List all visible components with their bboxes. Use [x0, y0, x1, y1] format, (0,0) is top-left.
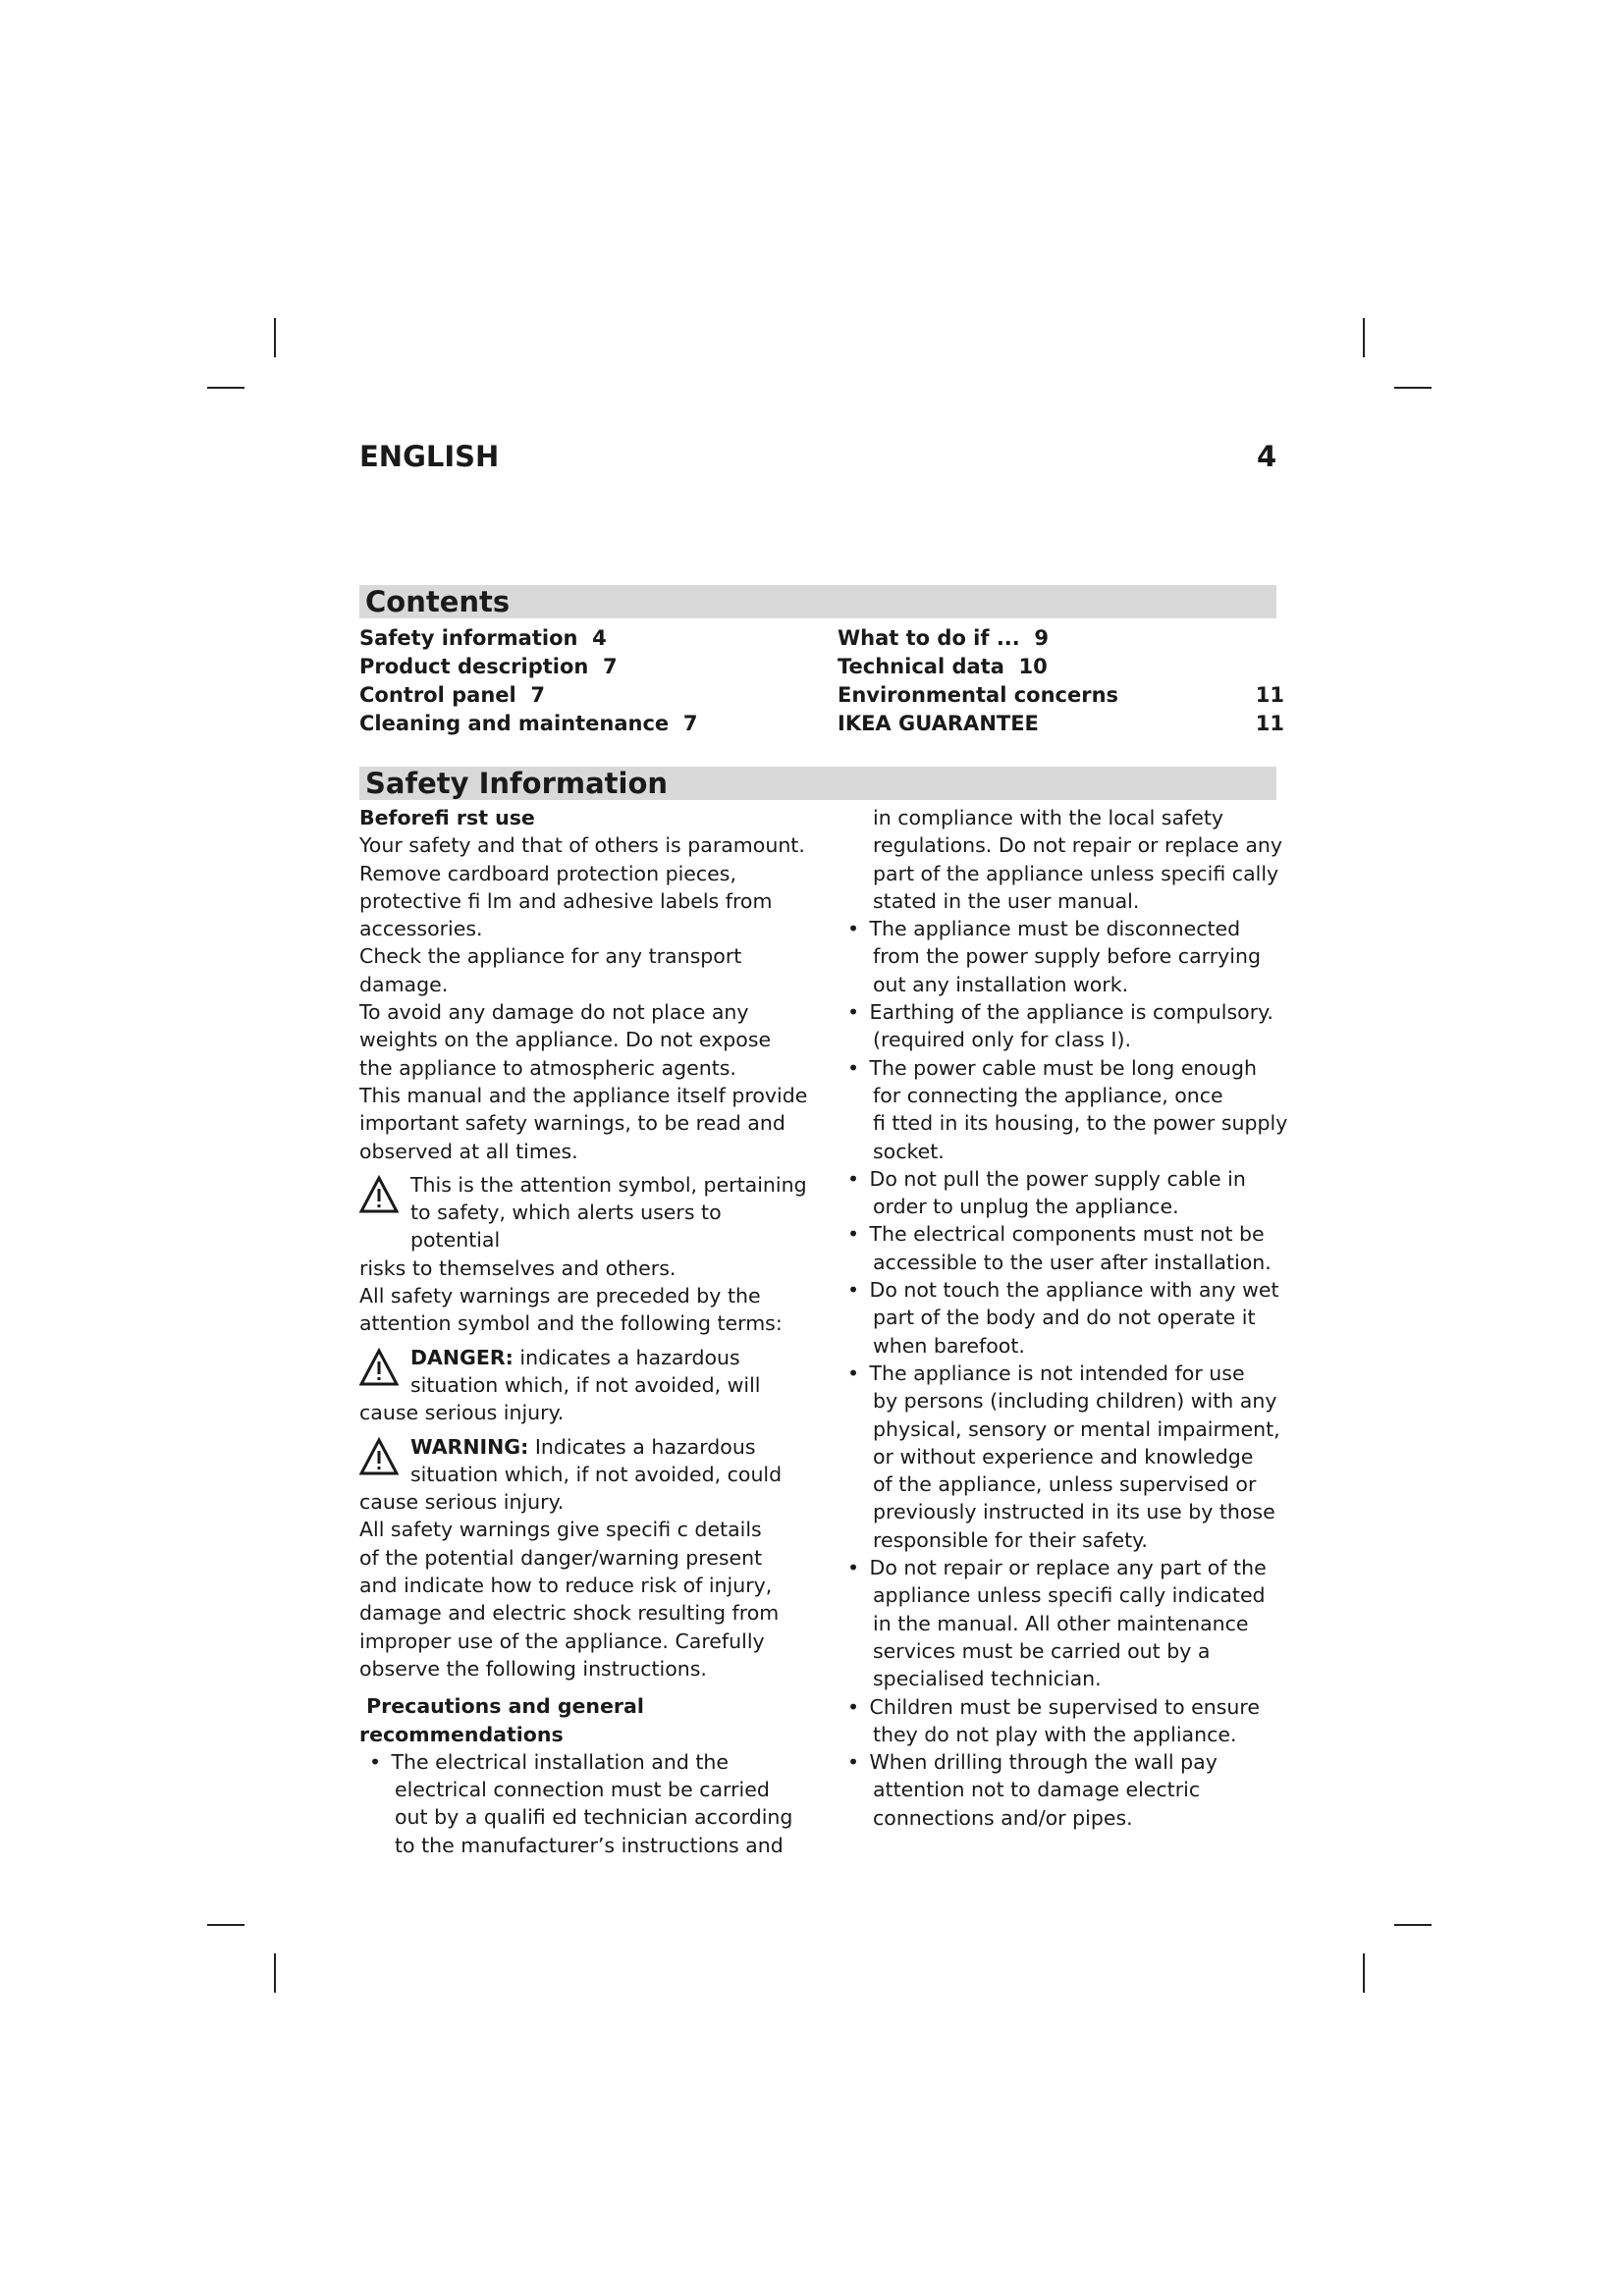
toc-item[interactable]	[359, 653, 811, 681]
left-column	[359, 804, 811, 1859]
text-line: observe the following instructions.	[359, 1656, 707, 1681]
text-line: responsible for their safety.	[873, 1527, 1148, 1552]
text-line: All safety warnings give specifi c details	[359, 1518, 762, 1542]
text-line: by persons (including children) with any	[873, 1389, 1277, 1414]
text-line: damage.	[359, 972, 449, 996]
text-line: of the potential danger/warning present	[359, 1545, 763, 1570]
text-line: socket.	[873, 1139, 945, 1163]
text-line: The electrical installation and the	[391, 1749, 730, 1774]
precautions-list	[359, 1748, 811, 1859]
text-line: cause serious injury.	[359, 1401, 565, 1425]
toc-page: 11	[1255, 683, 1284, 707]
crop-mark-bottom-left-h	[207, 1924, 244, 1926]
text-fragment: Indicates a hazardous	[528, 1434, 756, 1459]
text-line: in the manual. All other maintenance	[873, 1611, 1249, 1635]
list-item	[838, 1693, 1299, 1749]
toc-item[interactable]	[838, 624, 1284, 653]
list-item	[838, 1748, 1299, 1832]
precautions-heading-cont: recommendations	[359, 1722, 564, 1746]
crop-mark-top-right-v	[1363, 318, 1365, 357]
warning-term: WARNING:	[410, 1434, 529, 1459]
text-line: physical, sensory or mental impairment,	[873, 1416, 1280, 1441]
text-line: Children must be supervised to ensure	[869, 1694, 1261, 1719]
crop-mark-top-left-h	[207, 387, 244, 389]
text-line: protective fi lm and adhesive labels from	[359, 888, 773, 913]
list-item	[838, 1165, 1299, 1221]
text-line: previously instructed in its use by those	[873, 1500, 1275, 1524]
text-line: Check the appliance for any transport	[359, 944, 742, 969]
toc-page: 11	[1255, 712, 1284, 735]
crop-mark-bottom-right-v	[1363, 1953, 1365, 1993]
text-line: observed at all times.	[359, 1139, 578, 1163]
text-line: Remove cardboard protection pieces,	[359, 861, 736, 885]
text-line: from the power supply before carrying	[873, 944, 1261, 969]
toc-label: Technical data	[838, 655, 1004, 678]
text-line: in compliance with the local safety	[873, 806, 1224, 829]
text-line: important safety warnings, to be read and	[359, 1111, 785, 1136]
warning-triangle-icon	[359, 1348, 399, 1387]
toc-item[interactable]	[838, 653, 1284, 681]
text-line: weights on the appliance. Do not expose	[359, 1028, 772, 1052]
text-line: of the appliance, unless supervised or	[873, 1472, 1257, 1497]
list-item	[838, 1360, 1299, 1554]
toc-item[interactable]	[359, 710, 811, 738]
toc-page: 4	[592, 626, 607, 650]
text-line: attention not to damage electric	[873, 1778, 1201, 1802]
danger-line	[359, 1344, 811, 1371]
text-line: Your safety and that of others is paramount.	[359, 833, 805, 858]
toc-page: 10	[1018, 655, 1048, 678]
list-item	[359, 1748, 811, 1859]
text-line: Do not pull the power supply cable in	[869, 1166, 1246, 1191]
toc-item[interactable]	[838, 681, 1284, 710]
text-line: out any installation work.	[873, 972, 1129, 996]
crop-mark-top-left-v	[274, 318, 276, 357]
list-item	[838, 1220, 1299, 1276]
toc-label: Environmental concerns	[838, 683, 1119, 707]
text-line: part of the appliance unless specifi cally	[873, 861, 1279, 885]
continuation-block	[838, 804, 1299, 915]
text-line: attention symbol and the following terms:	[359, 1311, 783, 1336]
text-line: The appliance is not intended for use	[869, 1361, 1245, 1385]
text-line: services must be carried out by a	[873, 1638, 1211, 1663]
toc-item[interactable]	[838, 710, 1284, 738]
text-line: This is the attention symbol, pertaining	[410, 1172, 807, 1197]
text-line: All safety warnings are preceded by the	[359, 1284, 761, 1308]
contents-title: Contents	[359, 585, 1276, 618]
text-line: accessories.	[359, 917, 483, 941]
text-line: situation which, if not avoided, could	[410, 1462, 783, 1486]
crop-mark-bottom-left-v	[274, 1953, 276, 1993]
warning-triangle-icon	[359, 1437, 399, 1476]
list-item	[838, 998, 1299, 1054]
list-item	[838, 915, 1299, 998]
list-item	[838, 1054, 1299, 1165]
toc-page: 7	[603, 655, 618, 678]
warning-line	[359, 1433, 811, 1461]
toc-label: Cleaning and maintenance	[359, 712, 670, 735]
warning-block	[359, 1433, 811, 1517]
text-line: stated in the user manual.	[873, 888, 1140, 913]
text-line: improper use of the appliance. Carefully	[359, 1629, 765, 1653]
safety-bullet-list	[838, 915, 1299, 1832]
toc-label: IKEA GUARANTEE	[838, 712, 1039, 735]
text-fragment: indicates a hazardous	[513, 1345, 740, 1369]
text-line: fi tted in its housing, to the power supply	[873, 1111, 1288, 1136]
text-line: situation which, if not avoided, will	[410, 1372, 761, 1397]
text-line: To avoid any damage do not place any	[359, 1000, 749, 1025]
toc-label: Safety information	[359, 626, 578, 650]
text-line: The appliance must be disconnected	[869, 917, 1241, 941]
toc-item[interactable]	[359, 624, 811, 653]
text-line: they do not play with the appliance.	[873, 1722, 1237, 1746]
list-item	[838, 1276, 1299, 1360]
text-line: Do not touch the appliance with any wet	[869, 1278, 1279, 1303]
text-line: connections and/or pipes.	[873, 1805, 1133, 1830]
toc-label: What to do if ...	[838, 626, 1020, 650]
right-column	[838, 804, 1299, 1832]
text-line: part of the body and do not operate it	[873, 1306, 1256, 1330]
before-first-use-heading: Beforefi rst use	[359, 806, 535, 829]
text-line: accessible to the user after installation.	[873, 1250, 1272, 1274]
contents-left-list	[359, 624, 811, 738]
text-line: Do not repair or replace any part of the	[869, 1556, 1267, 1580]
toc-item[interactable]	[359, 681, 811, 710]
text-line: to safety, which alerts users to potential	[410, 1201, 722, 1253]
precautions-heading: Precautions and general	[359, 1694, 644, 1719]
text-line: Earthing of the appliance is compulsory.	[869, 1000, 1273, 1025]
text-line: cause serious injury.	[359, 1490, 565, 1515]
text-line: electrical connection must be carried	[395, 1778, 770, 1802]
text-line: or without experience and knowledge	[873, 1444, 1254, 1468]
text-line: when barefoot.	[873, 1333, 1025, 1358]
danger-term: DANGER:	[410, 1345, 514, 1369]
crop-mark-top-right-h	[1394, 387, 1432, 389]
text-line: damage and electric shock resulting from	[359, 1601, 780, 1626]
text-line: regulations. Do not repair or replace any	[873, 833, 1283, 858]
text-line: and indicate how to reduce risk of injury,	[359, 1574, 773, 1598]
text-line: specialised technician.	[873, 1667, 1102, 1691]
toc-page: 7	[682, 712, 698, 735]
text-line: the appliance to atmospheric agents.	[359, 1055, 736, 1080]
attention-symbol-block	[359, 1171, 811, 1282]
text-line: out by a qualifi ed technician according	[395, 1805, 793, 1830]
text-line: for connecting the appliance, once	[873, 1083, 1223, 1107]
toc-label: Control panel	[359, 683, 516, 707]
text-line: to the manufacturer’s instructions and	[395, 1833, 784, 1857]
page-number: 4	[1257, 440, 1277, 473]
contents-right-list	[838, 624, 1284, 738]
safety-information-title: Safety Information	[359, 767, 1276, 800]
danger-block	[359, 1344, 811, 1427]
text-line: When drilling through the wall pay	[869, 1750, 1218, 1775]
list-item	[838, 1554, 1299, 1692]
text-line: order to unplug the appliance.	[873, 1195, 1179, 1219]
crop-mark-bottom-right-h	[1394, 1924, 1432, 1926]
toc-page: 9	[1034, 626, 1050, 650]
language-heading: ENGLISH	[359, 440, 500, 473]
text-line: The electrical components must not be	[869, 1222, 1265, 1247]
text-line: (required only for class I).	[873, 1028, 1131, 1052]
toc-page: 7	[530, 683, 545, 707]
text-line: appliance unless specifi cally indicated	[873, 1583, 1266, 1608]
toc-label: Product description	[359, 655, 589, 678]
text-line: The power cable must be long enough	[869, 1055, 1257, 1080]
warning-triangle-icon	[359, 1175, 399, 1214]
text-line: This manual and the appliance itself provide	[359, 1083, 808, 1107]
text-line: risks to themselves and others.	[359, 1255, 677, 1280]
